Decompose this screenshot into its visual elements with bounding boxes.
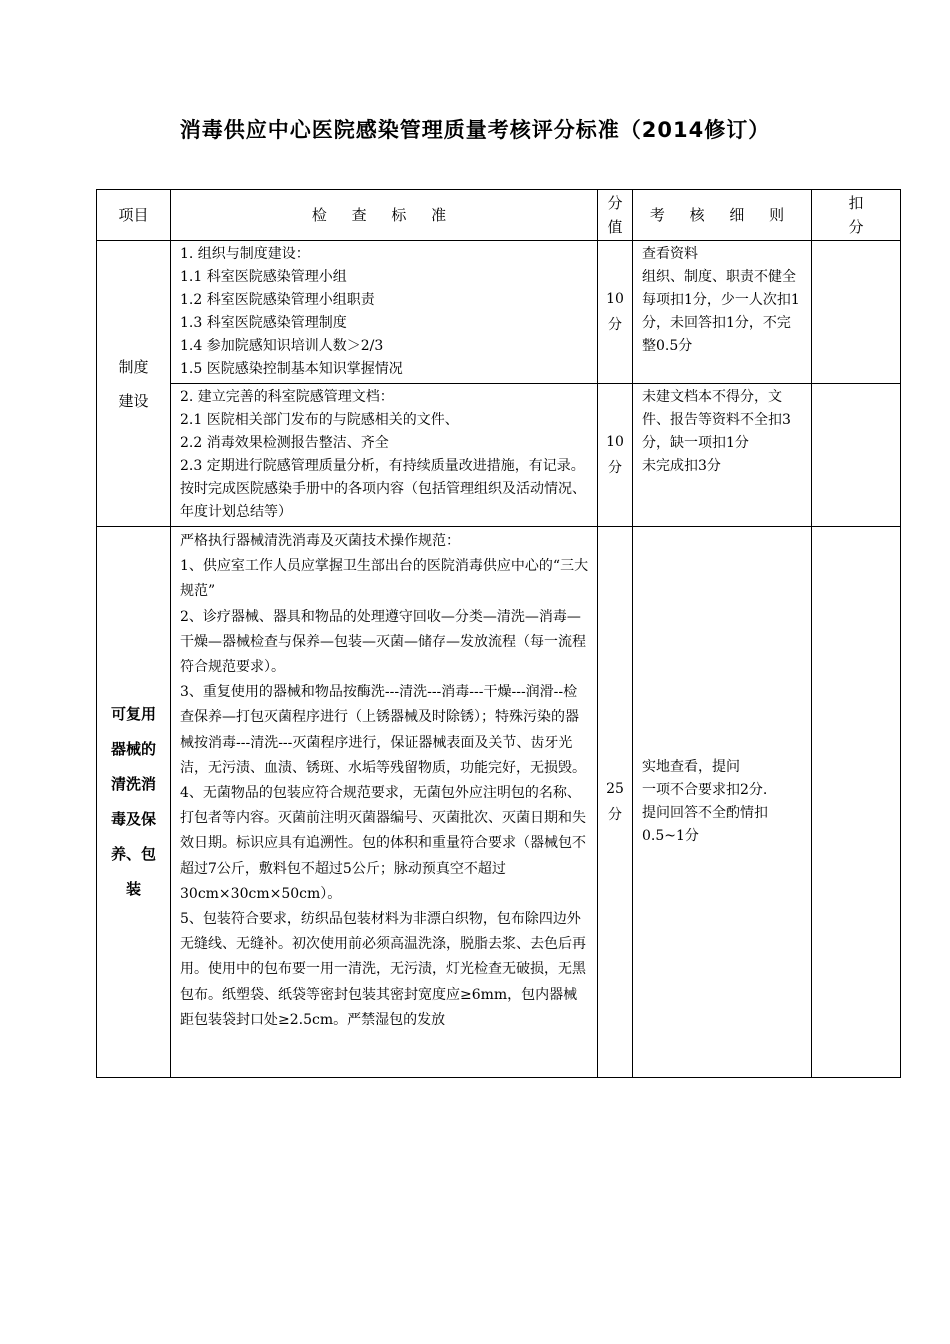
standard-cell [171, 241, 598, 384]
deduct-cell [812, 241, 901, 384]
standard-line: 2.3 定期进行院感管理质量分析，有持续质量改进措施，有记录。按时完成医院感染手册中的各项内容（包括管理组织及活动情况、年度计划总结等） [180, 458, 586, 520]
standard-cell [171, 527, 598, 1078]
standard-line: 5、包装符合要求，纺织品包装材料为非漂白织物，包布除四边外无缝线、无缝补。初次使用前必须高温洗涤，脱脂去浆、去色后再用。使用中的包布要一用一清洗，无污渍，灯光检查无破损，无黑包布。纸塑袋、纸袋等密封包装其密封宽度应≥6mm，包内器械距包装袋封口处≥2.5cm。严禁湿包的发放 [180, 911, 586, 1028]
category-cell [97, 241, 171, 527]
assessment-table [96, 189, 901, 1078]
score-value: 25分 [606, 781, 624, 823]
detail-line: 未建文档本不得分，文件、报告等资料不全扣3分，缺一项扣1分 [642, 389, 791, 451]
category-label: 制度建设 [118, 357, 149, 410]
standard-cell [171, 384, 598, 527]
table-header-row [97, 190, 901, 241]
standard-line: 1.4 参加院感知识培训人数＞2/3 [180, 338, 384, 354]
standard-line: 3、重复使用的器械和物品按酶洗---清洗---消毒---干燥---润滑--检查保养—打包灭菌程序进行（上锈器械及时除锈）；特殊污染的器械按消毒---清洗---灭菌程序进行，保证器械表面及关节、齿牙光洁，无污渍、血渍、锈斑、水垢等残留物质，功能完好，无损毁。 [180, 684, 586, 776]
detail-cell [633, 527, 812, 1078]
detail-line: 提问回答不全酌情扣0.5~1分 [642, 805, 768, 844]
category-cell [97, 527, 171, 1078]
standard-line: 1.5 医院感染控制基本知识掌握情况 [180, 361, 403, 377]
header-deduct: 扣分 [812, 190, 901, 241]
score-cell [598, 241, 633, 384]
score-cell [598, 384, 633, 527]
standard-line: 2.1 医院相关部门发布的与院感相关的文件、 [180, 412, 459, 428]
standard-line: 1.1 科室医院感染管理小组 [180, 269, 347, 285]
standard-line: 4、无菌物品的包装应符合规范要求，无菌包外应注明包的名称、打包者等内容。灭菌前注明灭菌器编号、灭菌批次、灭菌日期和失效日期。标识应具有追溯性。包的体积和重量符合要求（器械包不超过7公斤，敷料包不超过5公斤；脉动预真空不超过30cm×30cm×50cm）。 [180, 785, 586, 902]
table-row [97, 527, 901, 1078]
page-title: 消毒供应中心医院感染管理质量考核评分标准（2014修订） [179, 118, 771, 142]
category-label: 可复用器械的清洗消毒及保养、包装 [110, 705, 156, 898]
standard-line: 1. 组织与制度建设： [180, 246, 310, 262]
deduct-cell [812, 384, 901, 527]
standard-line: 2.2 消毒效果检测报告整洁、齐全 [180, 435, 389, 451]
score-value: 10分 [606, 291, 624, 333]
detail-line: 未完成扣3分 [642, 458, 721, 474]
standard-line: 1、供应室工作人员应掌握卫生部出台的医院消毒供应中心的“三大规范” [180, 558, 589, 600]
table-row [97, 384, 901, 527]
header-score: 分值 [598, 190, 633, 241]
deduct-cell [812, 527, 901, 1078]
detail-line: 实地查看，提问 [642, 759, 740, 775]
detail-line: 组织、制度、职责不健全每项扣1分，少一人次扣1分，未回答扣1分，不完整0.5分 [642, 269, 800, 354]
detail-line: 查看资料 [642, 246, 698, 262]
header-detail: 考 核 细 则 [633, 190, 812, 241]
standard-line: 严格执行器械清洗消毒及灭菌技术操作规范： [180, 533, 460, 549]
detail-cell [633, 384, 812, 527]
standard-line: 2. 建立完善的科室院感管理文档： [180, 389, 394, 405]
table-row [97, 241, 901, 384]
score-value: 10分 [606, 434, 624, 476]
standard-line: 1.2 科室医院感染管理小组职责 [180, 292, 375, 308]
standard-line: 1.3 科室医院感染管理制度 [180, 315, 347, 331]
score-cell [598, 527, 633, 1078]
detail-cell [633, 241, 812, 384]
header-item: 项目 [97, 190, 171, 241]
header-standard: 检 查 标 准 [171, 190, 598, 241]
detail-line: 一项不合要求扣2分. [642, 782, 768, 798]
standard-line: 2、诊疗器械、器具和物品的处理遵守回收—分类—清洗—消毒—干燥—器械检查与保养—包装—灭菌—储存—发放流程（每一流程符合规范要求）。 [180, 608, 586, 676]
